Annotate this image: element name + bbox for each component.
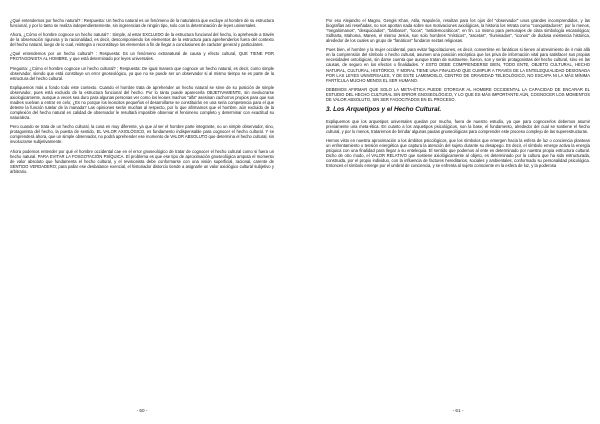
section-heading: 3. Los Arquetipos y el Hecho Cultural. bbox=[326, 105, 442, 113]
paragraph: Hemos visto en nuestra aproximación a los ámbitos psicológicos, que los símbolos que emergen hacia la esfera de luz o conciencia plantean un enfrentamiento o tensión energética que captura la atención del sujeto durante su desapego. Es decir, el símbolo emerge activa la energía psíquica con una finalidad para llegar a su entelequia. El sentido que podemos al ente es determinado por nuestra propia estructura cultural. Dicho de otro modo, el VALOR RELATIVO que sostiene axiológicamente al objeto, es determinado por la cultura que ha sido estructurada, construida, por el propio individuo, con la influencia de factores hereditarios, sociales y ambientales, conformado su personalidad psicológica. Entonces el símbolo emerge por el umbral de conciencia, y se enfrenta al sujeto consciente en la esfera de luz, y la poderosa bbox=[326, 138, 590, 169]
paragraph: ¿Qué entendemos por un hecho cultural? : Respuesta: Es un fenómeno extranatural de causa y efecto cultural, QUE TIENE POR PROTAGONISTA AL HOMBRE, y que está determinado por leyes universales. bbox=[10, 51, 274, 62]
paragraph: DEBEMOS AFIRMAR QUE SOLO LA META-ÉTICA PUEDE OTORGAR AL HOMBRE OCCIDENTAL LA CAPACIDAD DE ENCARAR EL ESTUDIO DEL HECHO CULTURAL SIN ERROR GNOSEOLÓGICO, Y LO QUE ES MÁS IMPORTANTE AÚN, COGNOCER LOS MOMENTOS DE VALOR ABSOLUTO, SIN SER FAGOCITADOS EN EL PROCESO. bbox=[326, 86, 590, 102]
page-number-right: - 61 - bbox=[452, 408, 464, 413]
paragraph: Por eso Alejandro el Magno, Gengis Khan, Atila, Napoleón, resultan para los ojos del "observador" unos grandes incomprendidos, y las biografías así reseñadas, no nos aportan nada sobre sus motivaciones axiológicas, la historia los retrata como "conquistadores", por lo menos, "megalómanos", "desquiciados", "bárbaros", "locos", "antidemocráticos", en fin. Lo mismo para personajes de clara simbología escatológica; Sidharta, Mahoma, Manes, el mismo Jesús, son solo hombres "místicos", "ascetas", "iluminados", "iconos" de dudosa existencia histórica, alrededor de los cuales un grupo de "fanáticos" fundaron sectas religiosas. bbox=[326, 18, 590, 44]
paragraph: Ahora podemos entender por qué el hombre occidental cae en el error gnoseológico de tratar de cognocer el hecho cultural como si fuera un hecho natural. PARA EVITAR LA FOSGOTACIÓN PSÍQUICA. El problema es que ese tipo de aproximación gnoseológica amputa el momento de valor absoluto que fundamenta el hecho cultural, y el revisionista debe conformarse con una visión superficial, racional, carente de SENTIDO VERDADERO; para pallar ese desbalance exencial, el historiador distorcio tiende a asignarle un valor axiológico cultural subjetivo y arbitrario. bbox=[10, 148, 274, 174]
paragraph: Ahora, ¿Cómo el hombre cognoce un hecho natural? : Simple, al estar EXCLUIDO de la estructura funcional del hecho, lo aprehende a través de la observación rigurosa y la racionalidad, es decir, descomponiendo los elementos de la estructura para aprehenderlos fuera del contexto del hecho natural, luego de lo cual, reintegra o reconstituye los elementos a fin de llegar a conclusiones de carácter general y particulares. bbox=[10, 32, 274, 48]
paragraph: Expliquemos que los arquetipos universales quedan por mucho, fuera de nuestro estudio, ya que para cognocerlos debemos asumir previamente una meta-ética. En cuanto a los arquetipos psicológicos, son la base, el fundamento, alrededor del cual se sostiene el hecho cultural, y por lo menos, trataremos de brindar algunas pautas gnoseológicas para comprender este proceso complejo de las superestructuras. bbox=[326, 118, 590, 135]
left-page bbox=[10, 18, 274, 178]
paragraph: Pues bien, el hombre y la mujer occidental, para evitar fagocitaciones, es decir, convertirse en fanáticos si tienen al atrevimiento de ir más allá en la comprensión del símbolo o hecho cultural, asumen una posición escéptica que los priva de información vital para satisfacer sus propias necesidades ontológicas, sin darse cuenta que aunque tratan de sustraerse, fueron, son y serán protagonistas del hecho cultural, sino en las causas, de seguro en los efectos o finalidades. Y ESTO DEBE COMPRENDERSE BIEN, TODO ENTE, OBJETO CULTURAL, HECHO NATURAL, CULTURAL, HISTÓRICO, Y MORAL TIENE UNA FINALIDAD QUE CUMPLIR A TRAVÉS DE LA ENTELEQUIALIDAD DESIGNADA POR LAS LEYES UNIVERSALES, Y DE ESTE LAMEMOSLO, CENTRO DE GRAVEDAD TELEOLÓGICO, NO ESCAPA NI LA MÁS MÍNIMA PARTÍCULA MUCHO MENOS EL SER HUMANO. bbox=[326, 47, 590, 83]
page-number-left: - 60 - bbox=[136, 408, 148, 413]
right-page bbox=[326, 18, 590, 173]
paragraph: Pero cuando se trata de un hecho cultural, la cosa es muy diferente, ya que al ser el hombre parte integrante, no un simple observador, sino, protagonista del hecho, la puesta de sentido, EL VALOR AXIOLÓGICO, es fundamento indispensable para cognocer el hecho cultural. Y se comprenderá ahora, que un simple observador, no podrá aprehender ese momento de VALOR ABSOLUTO que determina el hecho cultural, sin involucrarse subjetivamente. bbox=[10, 124, 274, 145]
paragraph: Expliquemos más a fondo todo este contexto. Cuando el hombre trata de aprehender un hecho natural se sirve de su posición de simple observador, pues está excluido de la estructura funcional del hecho. Por lo tanto puede aparecerla OBJETIVAMENTE, sin involucrarse axiologicamente, aunque a veces sea duro para algunas personas ver como los leones machos "alfa" asesinan cachorros propios para que sus madres vuelvan a entrar en celo; ¿Es no porque los leoncitos pequeños el desarrollarse se constituirán en una seria competencia para el que detente la función tutelar de la manada? Las opiniones serán muchas al respecto, por lo que afirmamos que el hombre, aún excluido de la complexión del hecho natural en calidad de observador le resultará imposible observar el fenómeno completo y determinar con exactitud su naturaleza. bbox=[10, 84, 274, 121]
paragraph: Pregunta: ¿Cómo el hombre cognoce un hecho cultural? ; Respuesta: De igual manera que cognoce un hecho natural, es decir, como simple observador, siendo que está constituye un error gnoseológico, ya que no se puede ser un observador si al mismo tiempo se es parte de la estructura del hecho cultural. bbox=[10, 65, 274, 81]
paragraph: ¿Qué entendemos por hecho natural? : Respuesta: Un hecho natural es un fenómeno de la naturaleza que excluye al hombre de su estructura funcional, y por lo tanto se realiza independientemente, sin ingerencias de ningún tipo, solo con la determinación de leyes universales. bbox=[10, 18, 274, 29]
